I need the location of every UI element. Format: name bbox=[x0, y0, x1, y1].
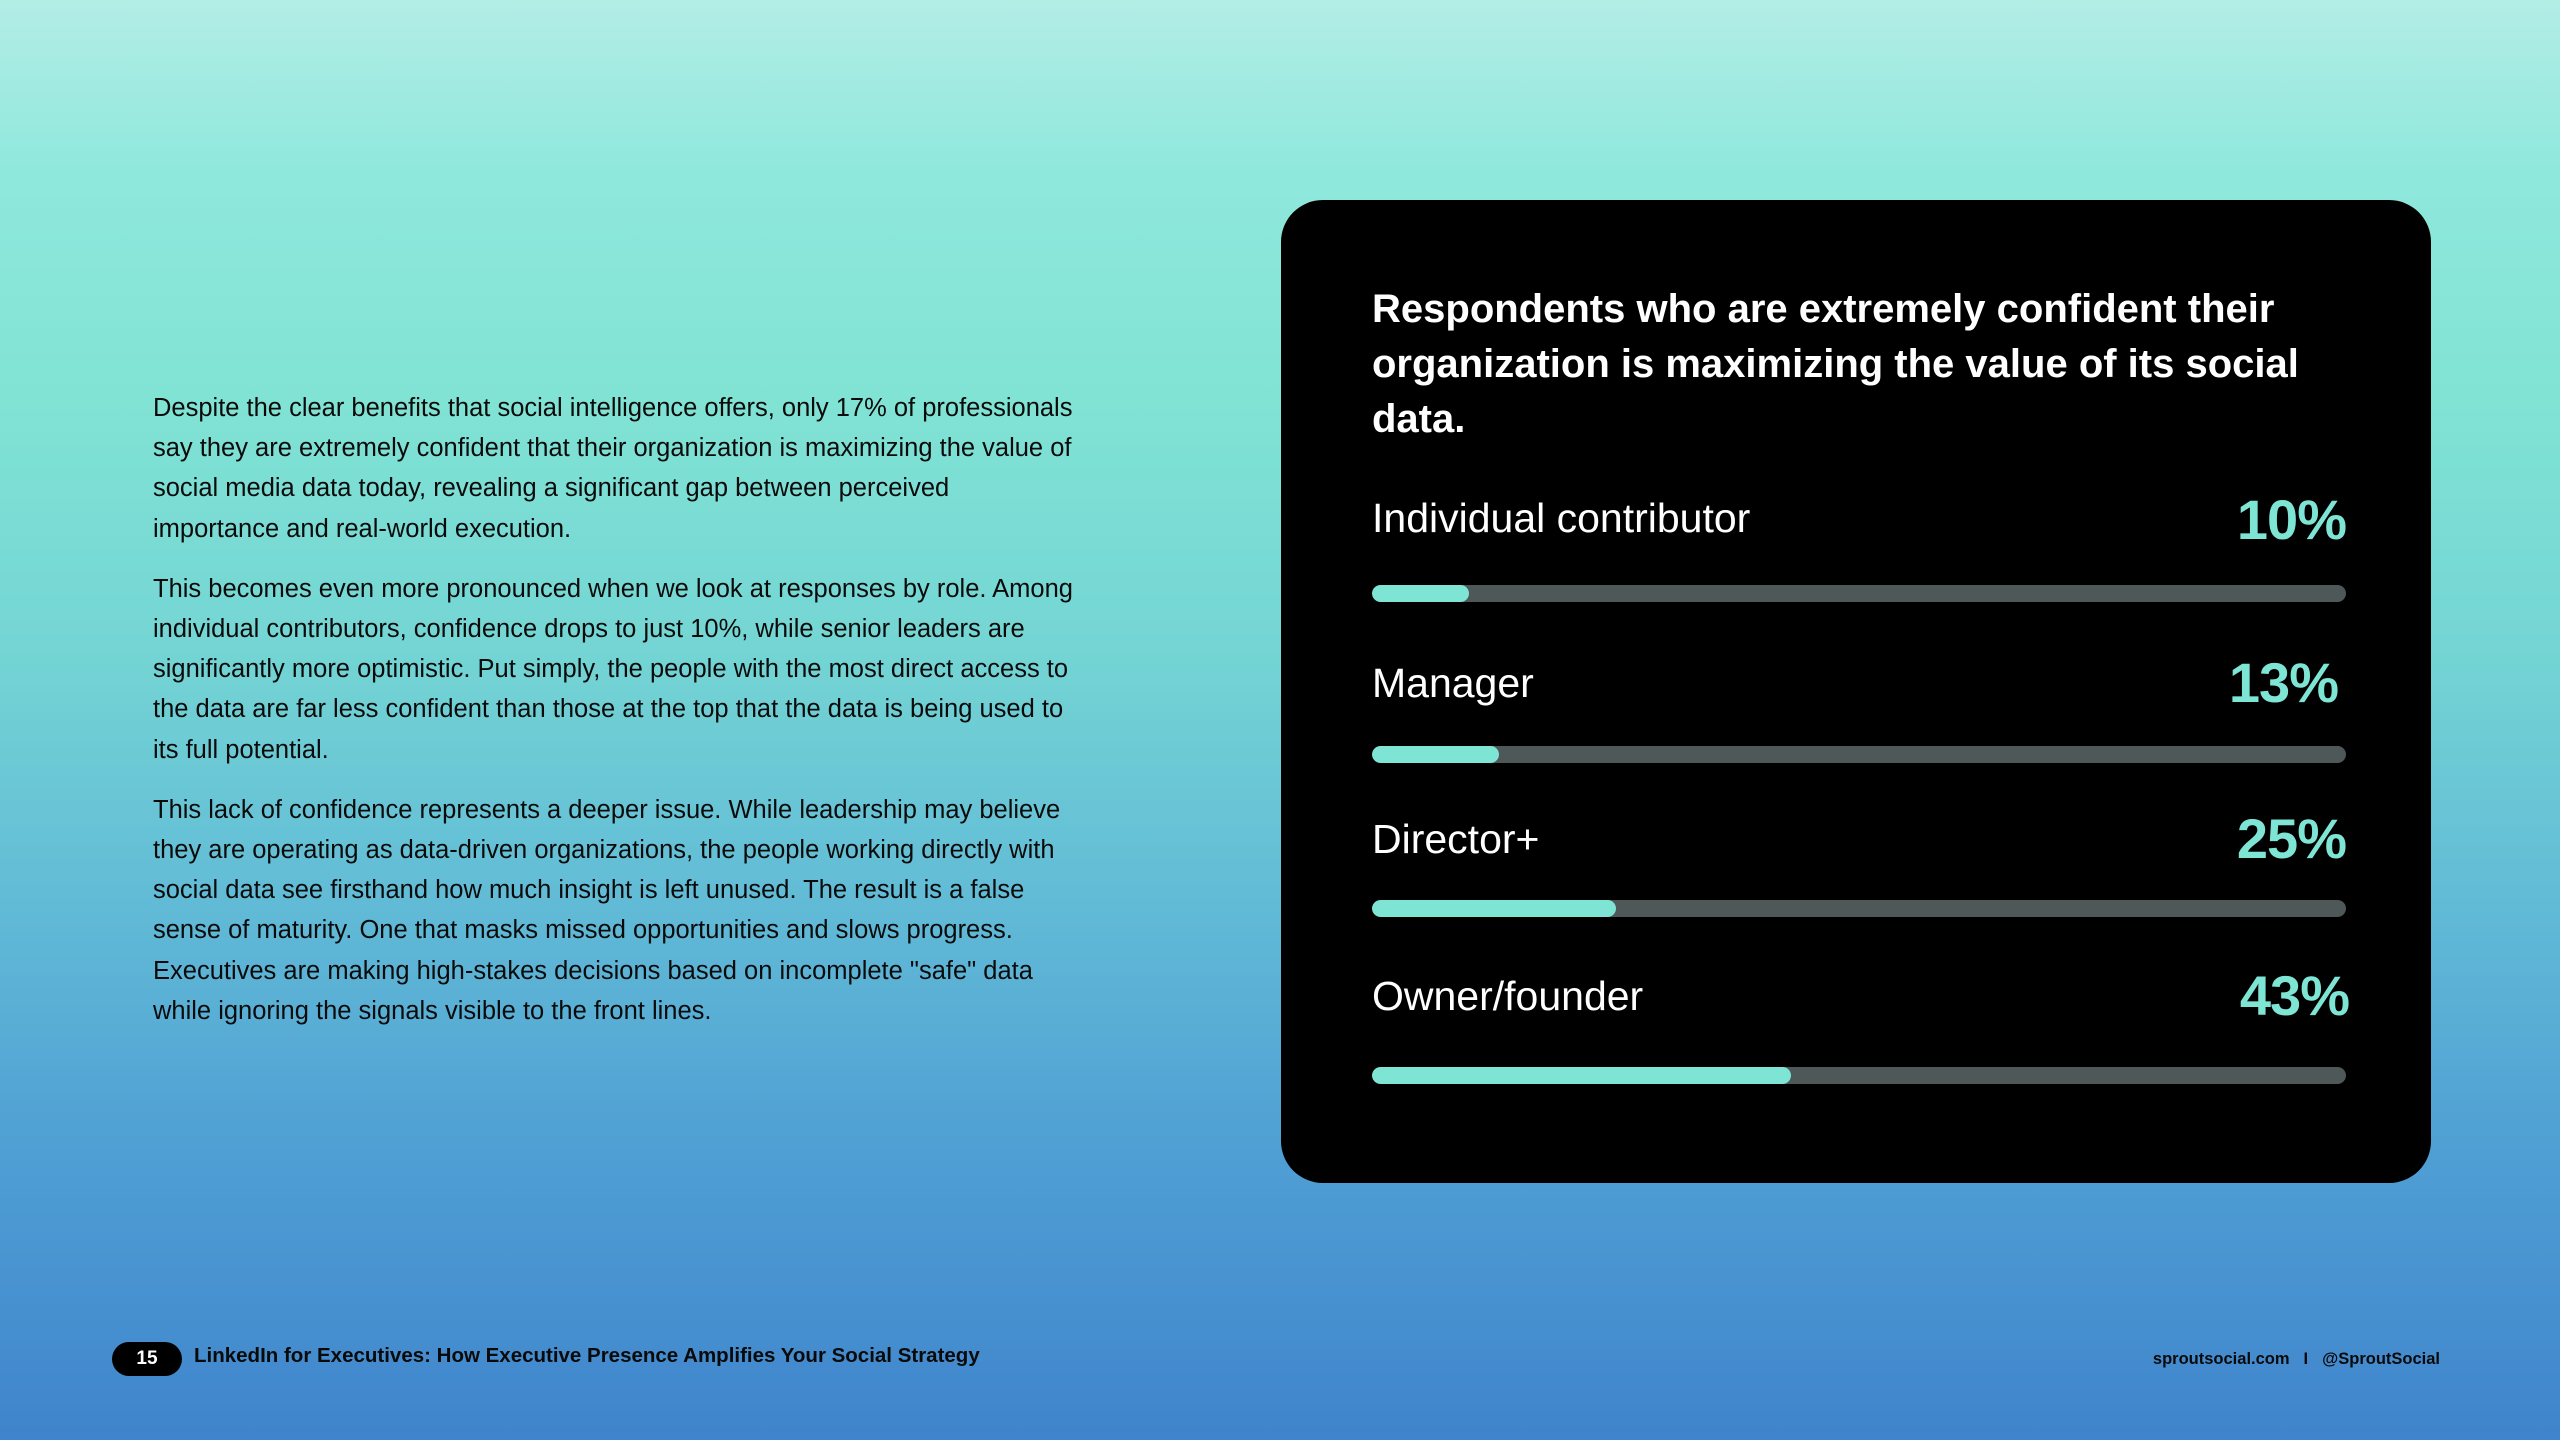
stat-value: 43% bbox=[2239, 964, 2349, 1027]
social-handle-link[interactable]: @SproutSocial bbox=[2322, 1350, 2440, 1368]
site-link[interactable]: sproutsocial.com bbox=[2152, 1350, 2290, 1368]
stat-value: 10% bbox=[2236, 488, 2346, 551]
bar-track bbox=[1372, 900, 2346, 917]
bar-fill bbox=[1372, 585, 1469, 602]
body-text bbox=[153, 388, 1073, 1051]
bar-track bbox=[1372, 746, 2346, 763]
stat-value: 25% bbox=[2236, 807, 2346, 870]
page-number-badge: 15 bbox=[112, 1342, 182, 1376]
paragraph-2: This becomes even more pronounced when we look at responses by role. Among individual contributors, confidence drops to just 10%, while senior leaders are significantly more optimistic. Put simply, the people with the most direct access to the data are far less confident than those at the top that the data is being used to its full potential. bbox=[153, 574, 1073, 764]
footer-links bbox=[2153, 1350, 2440, 1369]
bar-fill bbox=[1372, 1067, 1791, 1084]
bar-fill bbox=[1372, 746, 1499, 763]
paragraph-3: This lack of confidence represents a deeper issue. While leadership may believe they are operating as data-driven organizations, the people working directly with social data see firsthand how much insight is left unused. The result is a false sense of maturity. One that masks missed opportunities and slows progress. Executives are making high-stakes decisions based on incomplete "safe" data while ignoring the signals visible to the front lines. bbox=[153, 795, 1061, 1025]
footer-title: LinkedIn for Executives: How Executive Presence Amplifies Your Social Strategy bbox=[194, 1344, 980, 1367]
bar-fill bbox=[1372, 900, 1616, 917]
bar-track bbox=[1372, 585, 2346, 602]
stat-label: Individual contributor bbox=[1372, 495, 1751, 541]
stat-label: Manager bbox=[1372, 660, 1534, 706]
stat-label: Owner/founder bbox=[1372, 973, 1644, 1019]
footer-separator: I bbox=[2303, 1350, 2309, 1368]
stats-card bbox=[1281, 200, 2431, 1183]
stat-value: 13% bbox=[2228, 651, 2338, 714]
bar-track bbox=[1372, 1067, 2346, 1084]
stat-label: Director+ bbox=[1372, 816, 1540, 862]
card-title: Respondents who are extremely confident their organization is maximizing the value of its social data. bbox=[1372, 287, 2299, 441]
paragraph-1: Despite the clear benefits that social intelligence offers, only 17% of professionals say they are extremely confident that their organization is maximizing the value of social media data today, revealing a significant gap between perceived importance and real-world execution. bbox=[153, 394, 1073, 543]
